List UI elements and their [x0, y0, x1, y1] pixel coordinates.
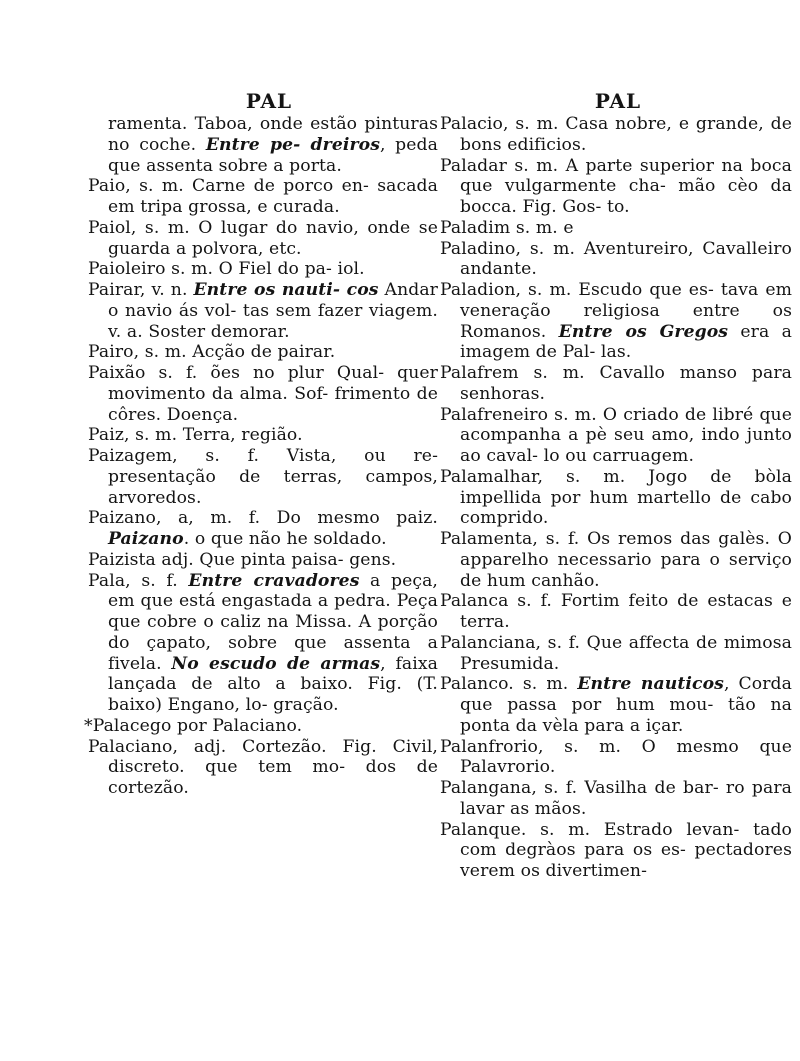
left-running-header: PAL — [245, 89, 293, 113]
dictionary-entry: Paladion, s. m. Escudo que es- tava em veneração religiosa entre os Romanos. Entre os Gregos era a imagem de Pal- las. — [440, 280, 792, 363]
dictionary-entry: Paixão s. f. ões no plur Qual- quer movimento da alma. Sof- frimento de côres. Doença. — [88, 363, 438, 425]
dictionary-entry: Paioleiro s. m. O Fiel do pa- iol. — [88, 259, 365, 280]
dictionary-entry: Palafreneiro s. m. O criado de libré que acompanha a pè seu amo, indo junto ao caval- lo ou carruagem. — [440, 404, 792, 466]
dictionary-entry: Palafrem s. m. Cavallo manso para senhoras. — [440, 363, 792, 404]
dictionary-entry: Pala, s. f. Entre cravadores a peça, em que está engastada a pedra. Peça que cobre o caliz na Missa. A porção do çapato, sobre que assenta a fivela. No escudo de armas, faixa lançada de alto a baixo. Fig. (T. baixo) Engano, lo- gração. — [88, 570, 438, 715]
dictionary-entry: Palamenta, s. f. Os remos das galès. O apparelho necessario para o serviço de hum canhão. — [440, 529, 792, 591]
dictionary-entry: Paio, s. m. Carne de porco en- sacada em tripa grossa, e curada. — [88, 176, 438, 217]
dictionary-entry: Palamalhar, s. m. Jogo de bòla impellida por hum martello de cabo comprido. — [440, 466, 792, 529]
dictionary-entry: Pairar, v. n. Entre os nauti- cos Andar o navio ás vol- tas sem fazer viagem. v. a. Soster demorar. — [88, 280, 438, 342]
dictionary-entry: Paiol, s. m. O lugar do navio, onde se guarda a polvora, etc. — [88, 217, 438, 259]
dictionary-entry: Paladar s. m. A parte superior na boca que vulgarmente cha- mão cèo da bocca. Fig. Gos- to. — [440, 155, 792, 217]
dictionary-entry: Paizano, a, m. f. Do mesmo paiz. Paizano. o que não he soldado. — [88, 508, 438, 549]
dictionary-entry: Paladino, s. m. Aventureiro, Cavalleiro andante. — [440, 238, 792, 280]
dictionary-entry: Palanco. s. m. Entre nauticos, Corda que passa por hum mou- tão na ponta da vèla para a içar. — [440, 674, 792, 736]
dictionary-entry: Paiz, s. m. Terra, região. — [88, 425, 303, 446]
dictionary-entry: Palanfrorio, s. m. O mesmo que Palavrorio. — [440, 736, 792, 778]
dictionary-entry: Paizista adj. Que pinta paisa- gens. — [88, 549, 397, 570]
left-column — [84, 88, 439, 799]
dictionary-entry: *Palacego por Palaciano. — [84, 715, 303, 736]
dictionary-entry: Paizagem, s. f. Vista, ou re- presentação de terras, campos, arvoredos. — [88, 446, 438, 508]
dictionary-entry: Palangana, s. f. Vasilha de bar- ro para lavar as mãos. — [440, 778, 792, 819]
dictionary-entry: Palanca s. f. Fortim feito de estacas e terra. — [440, 591, 792, 632]
dictionary-entry: Palanque. s. m. Estrado levan- tado com degràos para os es- pectadores verem os divertimen- — [440, 819, 792, 881]
dictionary-entry: Pairo, s. m. Acção de pairar. — [88, 342, 336, 363]
dictionary-entry: Palanciana, s. f. Que affecta de mimosa Presumida. — [440, 632, 792, 674]
right-running-header: PAL — [594, 89, 642, 113]
dictionary-entry: Palacio, s. m. Casa nobre, e grande, de bons edificios. — [440, 114, 792, 155]
dictionary-entry: ramenta. Taboa, onde estão pinturas no coche. Entre pe- dreiros, peda que assenta sobre a porta. — [108, 114, 439, 176]
dictionary-entry: Paladim s. m. e — [440, 217, 574, 238]
right-column — [440, 88, 792, 882]
dictionary-entry: Palaciano, adj. Cortezão. Fig. Civil, discreto. que tem mo- dos de cortezão. — [88, 736, 438, 798]
